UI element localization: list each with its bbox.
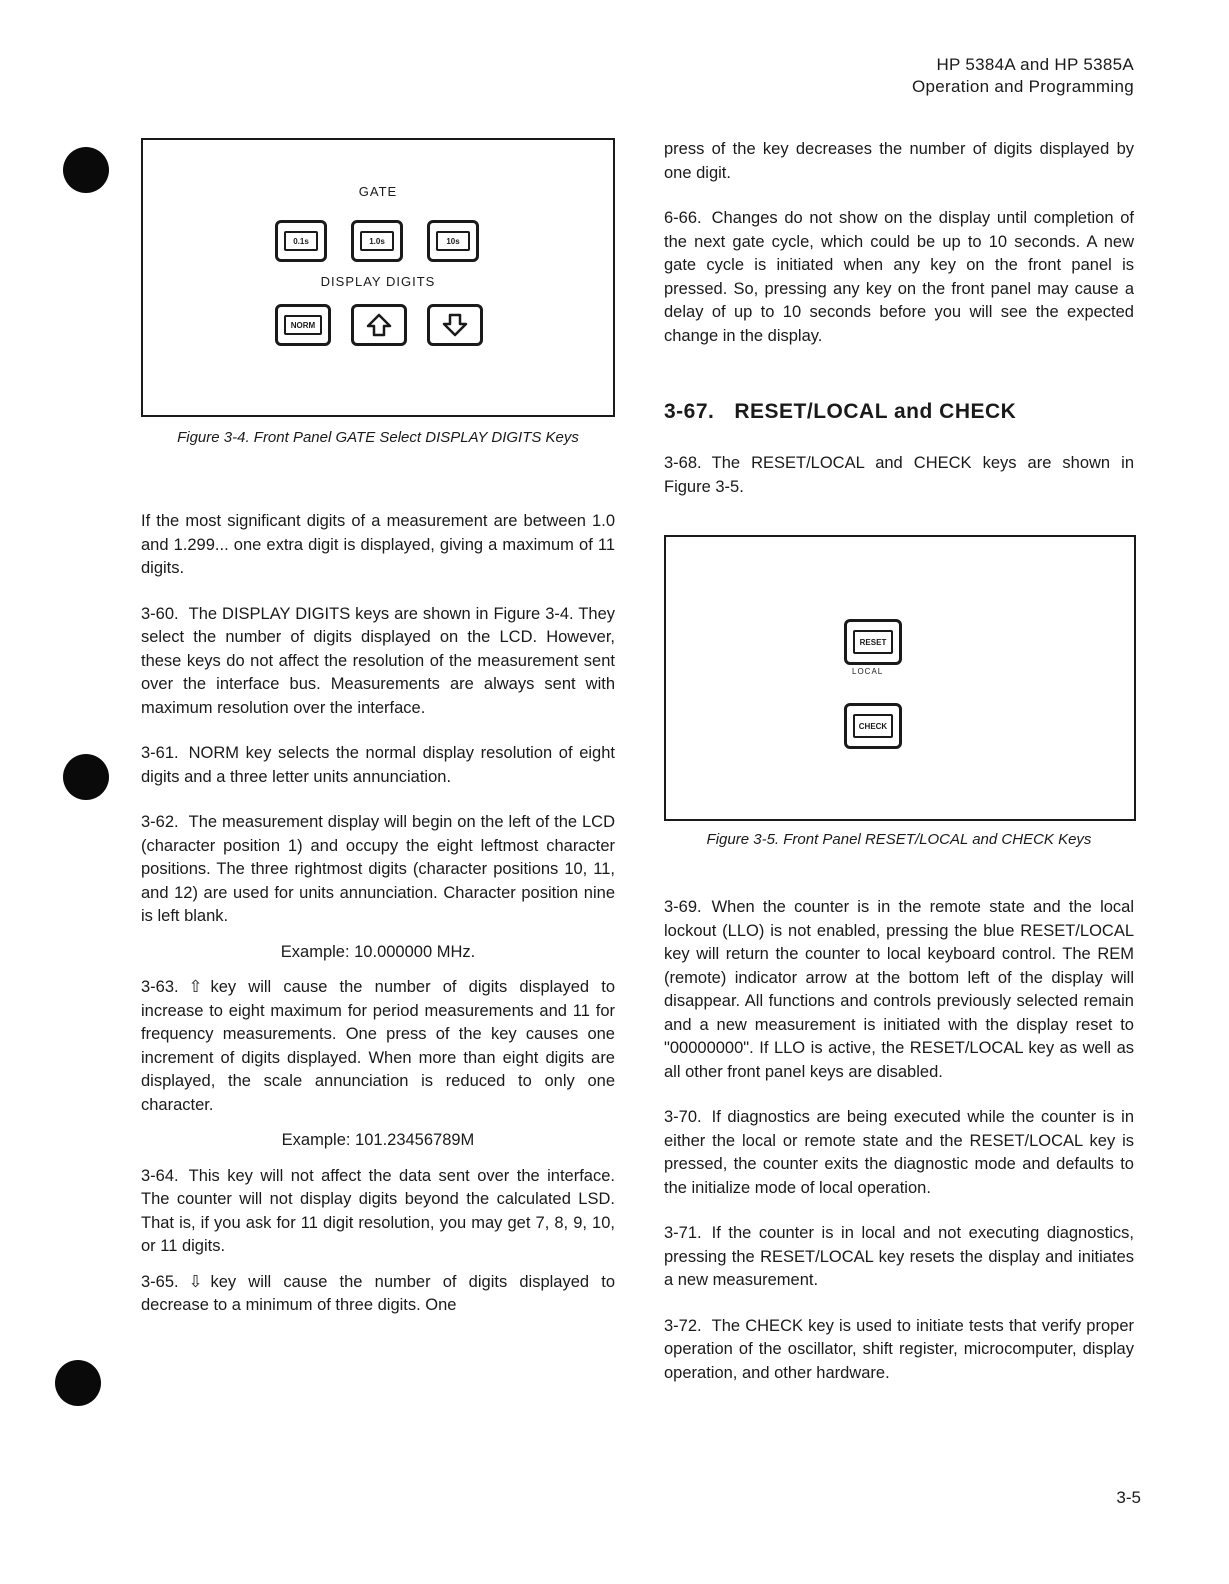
paragraph-number: 3-71. [664,1224,702,1242]
paragraph-3-62: 3-62. The measurement display will begin on the left of the LCD (character position 1) and occupy the eight leftmost character positions. The three rightmost digits (character positions 10, 11, and 12) are used for units annunciation. Character position nine is left blank. [141,813,615,925]
paragraph-number: 3-64. [141,1166,179,1185]
header-model: HP 5384A and HP 5385A [936,55,1134,74]
paragraph-number: 6-66. [664,209,702,227]
paragraph-3-63: 3-63. ⇧ key will cause the number of digits displayed to increase to eight maximum for period measurements and 11 for frequency measurements. One press of the key causes one increment of digits displayed. When more than eight digits are displayed, the scale annunciation is reduced to only one character. [141,978,615,1114]
section-title: RESET/LOCAL and CHECK [734,400,1017,423]
paragraph-3-60: 3-60. The DISPLAY DIGITS keys are shown in Figure 3-4. They select the number of digits displayed on the LCD. However, these keys do not affect the resolution of the measurement sent over the interface bus. Measurements are always sent with maximum resolution over the interface. [141,604,615,717]
paragraph-number: 3-62. [141,813,179,831]
paragraph-number: 3-68. [664,454,702,472]
arrow-up-icon: ⇧ [188,978,203,996]
paragraph-intro: If the most significant digits of a measurement are between 1.0 and 1.299... one extra digit is displayed, giving a maximum of 11 digits. [141,512,615,577]
binder-hole-bottom [55,1360,101,1406]
reset-local-key[interactable] [844,619,902,665]
gate-10s-key[interactable] [427,220,479,262]
arrow-down-icon: ⇩ [188,1272,203,1291]
paragraph-number: 3-60. [141,604,179,623]
paragraph-number: 3-69. [664,898,702,916]
arrow-up-icon [354,307,404,343]
paragraph-3-65: 3-65. ⇩ key will cause the number of digits displayed to decrease to a minimum of three digits. One [141,1272,615,1314]
paragraph-number: 3-70. [664,1108,702,1126]
right-column-bottom [664,896,1134,1385]
example-2: Example: 101.23456789M [281,1131,475,1149]
paragraph-number: 3-65. [141,1272,179,1291]
digits-down-key[interactable] [427,304,483,346]
norm-key[interactable] [275,304,331,346]
paragraph-6-66: 6-66. Changes do not show on the display until completion of the next gate cycle, which could be up to 10 seconds. A new gate cycle is initiated when any key on the front panel is pressed. So, pressing any key on the front panel may cause a delay of up to 10 seconds before you will see the expected change in the display. [664,209,1134,345]
paragraph-3-68: 3-68. The RESET/LOCAL and CHECK keys are shown in Figure 3-5. [664,454,1134,496]
binder-hole-middle [63,754,109,800]
reset-key-label: RESET [853,630,893,654]
section-heading [664,400,1134,424]
gate-1-0s-key-label: 1.0s [360,231,394,251]
page-number: 3-5 [1116,1488,1141,1507]
paragraph-3-64: 3-64. This key will not affect the data sent over the interface. The counter will not display digits beyond the calculated LSD. That is, if you ask for 11 digit resolution, you may get 7, 8, 9, 10, or 11 digits. [141,1166,615,1255]
norm-key-label: NORM [284,315,322,335]
figure-3-5-caption: Figure 3-5. Front Panel RESET/LOCAL and CHECK Keys [706,831,1092,848]
paragraph-number: 3-63. [141,978,179,996]
check-key-label: CHECK [853,714,893,738]
example-1: Example: 10.000000 MHz. [280,942,476,961]
arrow-down-icon [430,307,480,343]
paragraph-continued: press of the key decreases the number of digits displayed by one digit. [664,140,1134,182]
gate-0-1s-key[interactable] [275,220,327,262]
gate-1-0s-key[interactable] [351,220,403,262]
section-number: 3-67. [664,400,715,423]
binder-hole-top [63,147,109,193]
paragraph-number: 3-72. [664,1316,702,1335]
paragraph-3-71: 3-71. If the counter is in local and not executing diagnostics, pressing the RESET/LOCAL key resets the display and initiates a new measurement. [664,1224,1134,1289]
paragraph-3-72: 3-72. The CHECK key is used to initiate tests that verify proper operation of the oscillator, shift register, microcomputer, display operation, and other hardware. [664,1316,1134,1382]
gate-10s-key-label: 10s [436,231,470,251]
paragraph-3-69: 3-69. When the counter is in the remote state and the local lockout (LLO) is not enabled, pressing the blue RESET/LOCAL key will return the counter to local keyboard control. The REM (remote) indicator arrow at the bottom left of the display will disappear. All functions and controls previously selected remain and a new measurement is initiated with the display reset to "00000000". If LLO is active, the RESET/LOCAL key as well as all other front panel keys are disabled. [664,898,1134,1081]
right-column-top [664,138,1134,348]
right-column-section [664,452,1134,499]
paragraph-3-70: 3-70. If diagnostics are being executed while the counter is in either the local or remote state and the RESET/LOCAL key is pressed, the counter exits the diagnostic mode and defaults to the initialize mode of local operation. [664,1108,1134,1197]
check-key[interactable] [844,703,902,749]
header-section: Operation and Programming [911,77,1134,96]
gate-0-1s-key-label: 0.1s [284,231,318,251]
figure-3-4-caption: Figure 3-4. Front Panel GATE Select DISPLAY DIGITS Keys [177,429,579,446]
left-column [141,510,615,1318]
gate-label: GATE [358,184,398,199]
digits-up-key[interactable] [351,304,407,346]
paragraph-3-61: 3-61. NORM key selects the normal display resolution of eight digits and a three letter units annunciation. [141,744,615,786]
paragraph-number: 3-61. [141,744,179,762]
figure-3-5-panel [664,535,1136,821]
display-digits-label: DISPLAY DIGITS [320,274,436,289]
local-label: LOCAL [852,667,884,676]
running-header [912,54,1134,98]
figure-3-4-panel [141,138,615,417]
